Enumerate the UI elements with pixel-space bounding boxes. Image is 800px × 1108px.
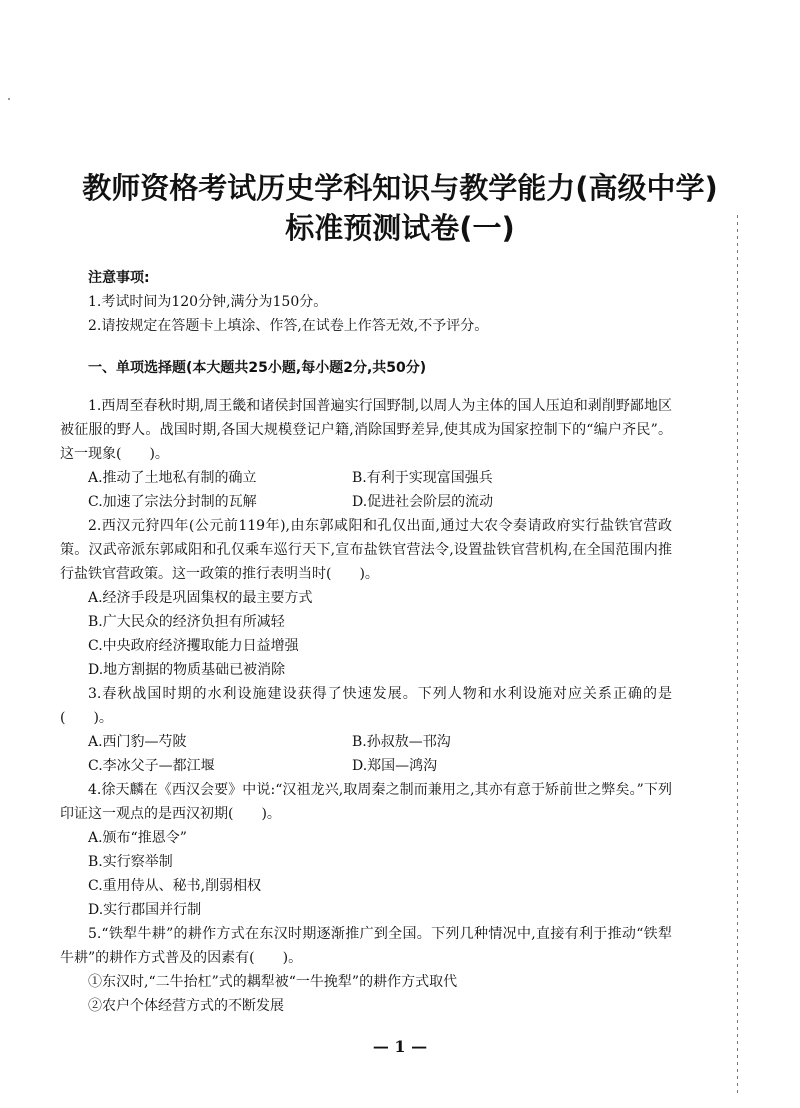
notice-item: 2.请按规定在答题卡上填涂、作答,在试卷上作答无效,不予评分。 <box>88 318 489 334</box>
statement-2: ②农户个体经营方式的不断发展 <box>88 998 284 1014</box>
scan-edge-line <box>737 215 738 1095</box>
option-c: C.加速了宗法分封制的瓦解 <box>88 494 257 510</box>
question-4-stem: 4.徐天麟在《西汉会要》中说:“汉祖龙兴,取周秦之制而兼用之,其亦有意于矫前世之弊矣。”下列印证这一观点的是西汉初期( )。 <box>60 782 672 822</box>
notice-heading: 注意事项: <box>88 270 150 286</box>
question-1-options-row2 <box>60 490 672 514</box>
exam-title-line1: 教师资格考试历史学科知识与教学能力(高级中学) <box>82 171 718 205</box>
option-a: A.西门豹—芍陂 <box>88 734 187 750</box>
notice-block <box>88 266 728 338</box>
question-5-stem: 5.“铁犁牛耕”的耕作方式在东汉时期逐渐推广到全国。下列几种情况中,直接有利于推动“铁犁牛耕”的耕作方式普及的因素有( )。 <box>60 926 672 966</box>
scan-speck <box>8 98 10 100</box>
question-3-options-row1 <box>60 730 672 754</box>
option-d: D.实行郡国并行制 <box>88 902 202 918</box>
page-number: — 1 — <box>372 1037 428 1056</box>
question-1-options-row1 <box>60 466 672 490</box>
question-1-stem: 1.西周至春秋时期,周王畿和诸侯封国普遍实行国野制,以周人为主体的国人压迫和剥削野鄙地区被征服的野人。战国时期,各国大规模登记户籍,消除国野差异,使其成为国家控制下的“编户齐民”。这一现象( )。 <box>60 398 672 462</box>
option-c: C.中央政府经济攫取能力日益增强 <box>88 638 299 654</box>
question-3-options-row2 <box>60 754 672 778</box>
option-d: D.郑国—鸿沟 <box>352 758 438 774</box>
option-d: D.地方割据的物质基础已被消除 <box>88 662 286 678</box>
option-b: B.实行察举制 <box>88 854 173 870</box>
statement-1: ①东汉时,“二牛抬杠”式的耦犁被“一牛挽犁”的耕作方式取代 <box>88 974 458 990</box>
option-a: A.推动了土地私有制的确立 <box>88 470 257 486</box>
notice-item: 1.考试时间为120分钟,满分为150分。 <box>88 294 328 310</box>
section-heading: 一、单项选择题(本大题共25小题,每小题2分,共50分) <box>88 360 427 376</box>
option-b: B.广大民众的经济负担有所减轻 <box>88 614 285 630</box>
option-a: A.颁布“推恩令” <box>88 830 187 846</box>
question-2-stem: 2.西汉元狩四年(公元前119年),由东郭咸阳和孔仅出面,通过大农令奏请政府实行盐铁官营政策。汉武帝派东郭咸阳和孔仅乘车巡行天下,宣布盐铁官营法令,设置盐铁官营机构,在全国范围内推行盐铁官营政策。这一政策的推行表明当时( )。 <box>60 518 672 582</box>
option-a: A.经济手段是巩固集权的最主要方式 <box>88 590 313 606</box>
option-d: D.促进社会阶层的流动 <box>352 494 494 510</box>
option-c: C.重用侍从、秘书,削弱相权 <box>88 878 262 894</box>
questions-area <box>60 394 672 1018</box>
option-b: B.孙叔敖—邗沟 <box>352 734 451 750</box>
question-3-stem: 3.春秋战国时期的水利设施建设获得了快速发展。下列人物和水利设施对应关系正确的是( )。 <box>60 686 672 726</box>
exam-title-line2: 标准预测试卷(一) <box>285 211 515 245</box>
option-b: B.有利于实现富国强兵 <box>352 470 493 486</box>
option-c: C.李冰父子—都江堰 <box>88 758 215 774</box>
